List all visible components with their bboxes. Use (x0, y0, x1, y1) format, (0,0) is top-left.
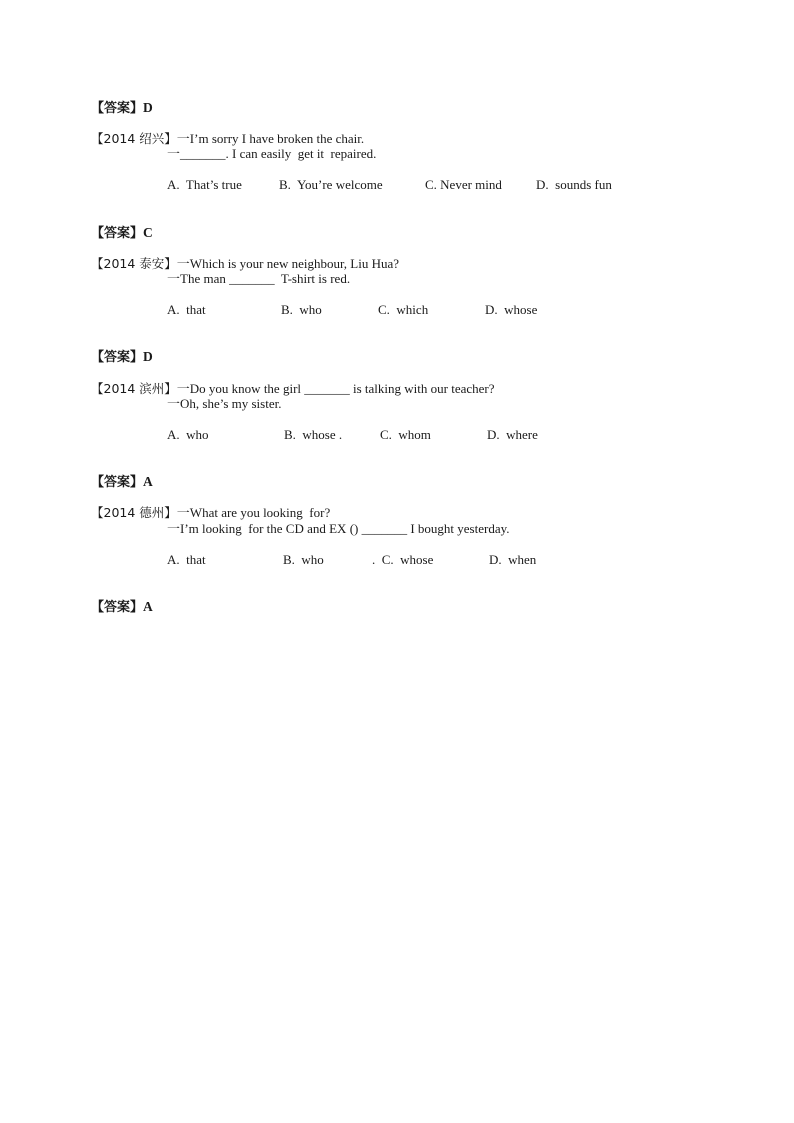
answer-line (78, 333, 153, 365)
answer-line (78, 209, 153, 241)
option-c: C. whom (380, 427, 431, 442)
option-a: A. That’s true (167, 177, 242, 192)
answer-letter: A (143, 599, 153, 614)
question-prompt: 一Do you know the girl _______ is talking with our teacher? (176, 381, 495, 396)
question-prompt: 一I’m sorry I have broken the chair. (176, 131, 365, 146)
answer-letter: A (143, 474, 153, 489)
answer-line (78, 458, 153, 490)
option-b: B. whose . (284, 427, 343, 442)
option-c: C. Never mind (425, 177, 502, 192)
answer-label: 【答案】 (91, 350, 144, 365)
answer-label: 【答案】 (91, 101, 144, 116)
question-line (78, 365, 495, 396)
question-source: 【2014 德州】 (91, 505, 177, 520)
question-line (78, 115, 365, 146)
question-response: 一Oh, she’s my sister. (167, 396, 282, 411)
option-a: A. that (167, 302, 206, 317)
option-b: B. who (281, 302, 322, 317)
option-c: . C. whose (372, 552, 434, 567)
answer-letter: D (143, 349, 153, 364)
question-prompt: 一What are you looking for? (176, 505, 331, 520)
option-b: B. You’re welcome (279, 177, 383, 192)
answer-line (78, 84, 153, 116)
question-line (78, 240, 400, 271)
option-d: D. whose (485, 302, 538, 317)
question-response: 一_______. I can easily get it repaired. (167, 146, 377, 161)
question-source: 【2014 绍兴】 (91, 131, 177, 146)
question-response: 一I’m looking for the CD and EX () _______ I bought yesterday. (167, 521, 510, 536)
option-d: D. when (489, 552, 537, 567)
answer-label: 【答案】 (91, 475, 144, 490)
option-c: C. which (378, 302, 429, 317)
answer-letter: C (143, 225, 153, 240)
answer-letter: D (143, 100, 153, 115)
option-d: D. where (487, 427, 538, 442)
answer-label: 【答案】 (91, 226, 144, 241)
question-source: 【2014 滨州】 (91, 381, 177, 396)
question-prompt: 一Which is your new neighbour, Liu Hua? (176, 256, 400, 271)
question-response: 一The man _______ T-shirt is red. (167, 271, 351, 286)
option-d: D. sounds fun (536, 177, 612, 192)
option-a: A. who (167, 427, 209, 442)
answer-line (78, 583, 153, 615)
option-b: B. who (283, 552, 324, 567)
question-line (78, 489, 331, 520)
question-source: 【2014 泰安】 (91, 256, 177, 271)
option-a: A. that (167, 552, 206, 567)
answer-label: 【答案】 (91, 600, 144, 615)
